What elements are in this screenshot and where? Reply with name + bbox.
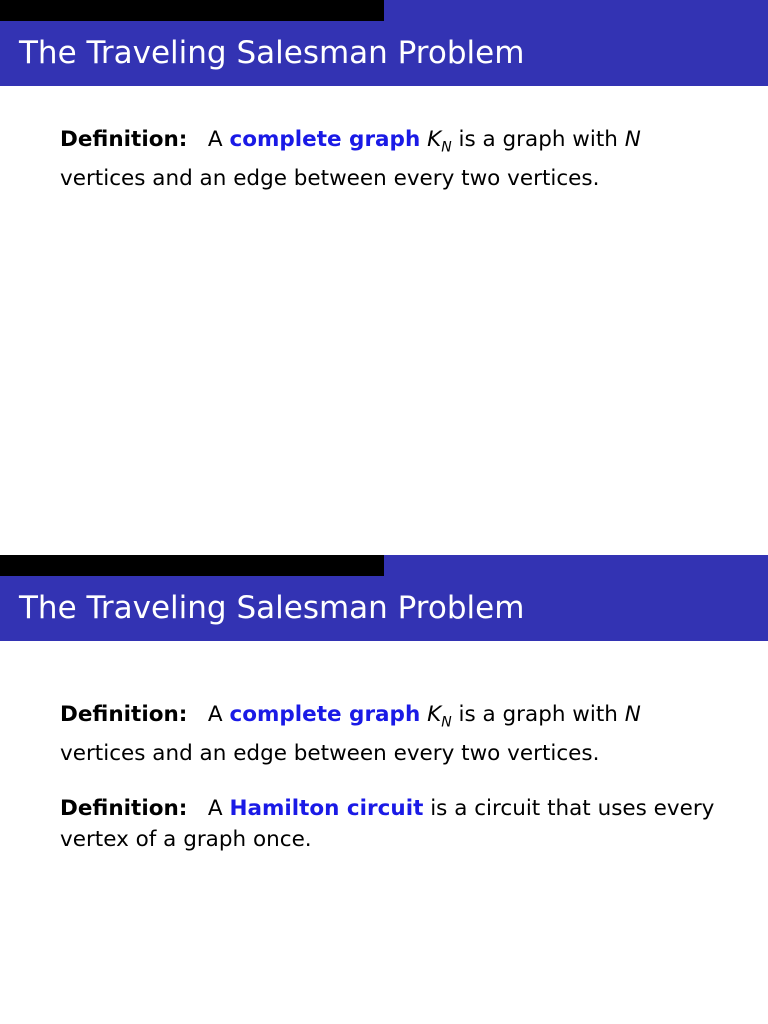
frame-title: The Traveling Salesman Problem	[19, 590, 525, 626]
definition-rest: is a circuit that uses every vertex of a graph once.	[60, 796, 715, 853]
frame-title-bar	[0, 21, 768, 86]
definition-mid: is a graph with	[458, 127, 618, 152]
math-n: N	[624, 702, 641, 727]
definition-lead: A	[207, 127, 223, 152]
term-complete-graph: complete graph	[229, 702, 421, 727]
math-k: K	[427, 702, 442, 727]
definition-lead: A	[207, 796, 223, 822]
slide-content	[60, 124, 720, 218]
definition-label: Definition:	[60, 702, 188, 727]
math-subscript-n: N	[441, 714, 452, 731]
definition-rest: vertices and an edge between every two vertices.	[60, 166, 600, 192]
definition-complete-graph	[60, 699, 720, 769]
headline-section-bar	[0, 555, 384, 576]
definition-label: Definition:	[60, 127, 188, 152]
math-kn	[427, 702, 452, 731]
definition-hamilton-circuit	[60, 793, 720, 855]
definition-lead: A	[207, 702, 223, 727]
term-complete-graph: complete graph	[229, 127, 421, 152]
math-kn	[427, 127, 452, 156]
definition-complete-graph	[60, 124, 720, 194]
headline-section-bar	[0, 0, 384, 21]
slide-2	[0, 555, 768, 1024]
definition-mid: is a graph with	[458, 702, 618, 727]
math-k: K	[427, 127, 442, 152]
slide-content	[60, 699, 720, 879]
math-subscript-n: N	[441, 139, 452, 156]
term-hamilton-circuit: Hamilton circuit	[229, 796, 424, 822]
frame-title-bar	[0, 576, 768, 641]
frame-title: The Traveling Salesman Problem	[19, 35, 525, 71]
math-n: N	[624, 127, 641, 152]
definition-label: Definition:	[60, 796, 188, 822]
definition-rest: vertices and an edge between every two vertices.	[60, 741, 600, 767]
